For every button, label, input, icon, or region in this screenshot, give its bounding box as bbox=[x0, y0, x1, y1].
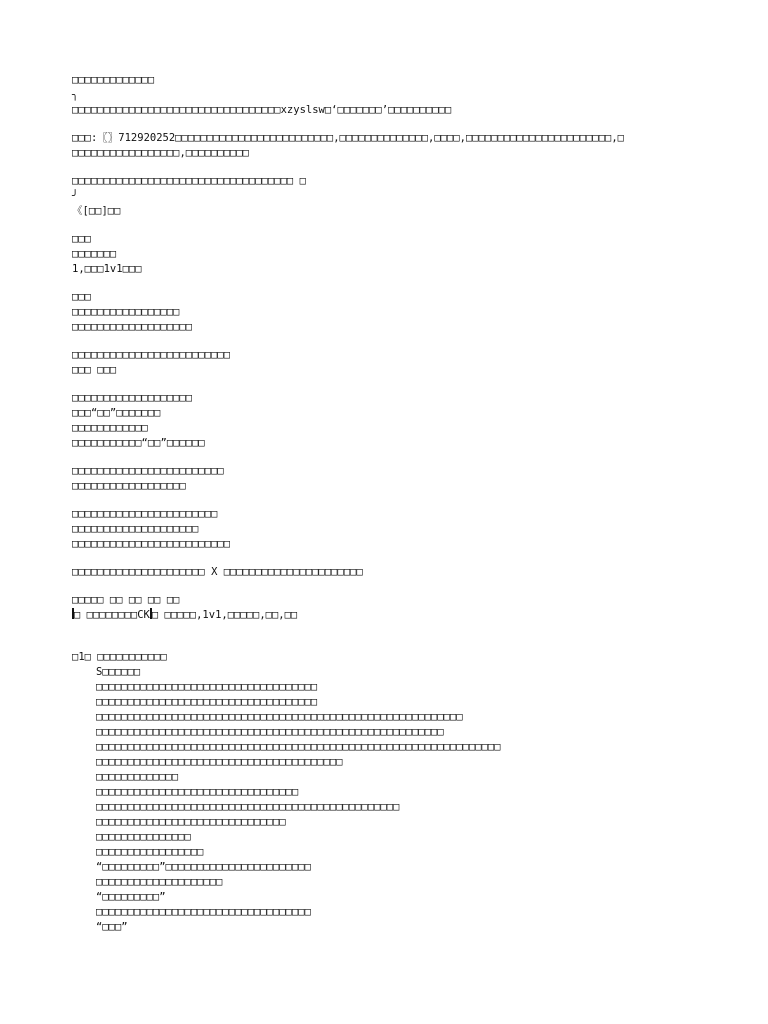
text-line: □□□□□□□□□□□□□□□□□□□□□□□□□□□□□□□□□□ bbox=[96, 906, 311, 918]
text-line: □□□□□□□□□□□□□□□□□ bbox=[72, 306, 180, 318]
block-10 bbox=[72, 565, 712, 580]
block-4 bbox=[72, 232, 712, 277]
text-line: □□□□□□□□□□□□□□□□□□□□□□□□□□□□□□□□□xzyslsw□‘□□□□□□□’□□□□□□□□□□ bbox=[72, 104, 452, 116]
text-line: □□□□□□□□□□□□□□□□□ bbox=[96, 846, 204, 858]
text-line: □□□□□□□□□□□□□□□□□□□□□□□□□□□□□□□□□□□□□□□□□□□□□□□□□□□□□□□□□□ bbox=[96, 711, 463, 723]
block-3 bbox=[72, 174, 712, 219]
text-line: □□□□□□□□□□□□□□□□□□□□□□□□□□□□□□□□□□□□□□□□□□□□□□□□□□□□□□□ bbox=[96, 726, 444, 738]
text-line: □□□□□□□□□□□□□□□□□□□ bbox=[72, 321, 193, 333]
text-line: □□□□□□□□□□□□□□□□□□□□□ X □□□□□□□□□□□□□□□□□□□□□□ bbox=[72, 566, 363, 578]
text-line: □□□□□□□ bbox=[72, 248, 117, 260]
text-line: 1,□□□1v1□□□ bbox=[72, 263, 142, 275]
text-line: □□□□□□□□□□□□□□□□□□□□□□□□□□□□□□□□ bbox=[96, 786, 299, 798]
text-line: ╯ bbox=[72, 190, 79, 202]
text-line: □□□□□□□□□□□□□□□□□□□□□□□□□ bbox=[72, 538, 231, 550]
text-line: □□□□□□□□□□□□□□□□□□□□□□□□□□□□□□□□□□□ bbox=[96, 681, 318, 693]
text-line: □□□□□□□□□□□□□□□□□□ bbox=[72, 480, 186, 492]
text-line: □□□□□□□□□□□□□□□□□□□□□□□□□□□□□□□□□□□□□□□□□□□□□□□□ bbox=[96, 801, 400, 813]
block-7 bbox=[72, 391, 712, 451]
text-line: □□□ bbox=[72, 233, 91, 245]
text-line: □□□□□□□□□□□□□□□□□□□□□□□□□□□□□□ bbox=[96, 816, 286, 828]
text-line: □□□□□□□□□□□□□□□□□,□□□□□□□□□□ bbox=[72, 147, 250, 159]
text-line: □□□□□□□□□□□□□ bbox=[72, 74, 155, 86]
block-1 bbox=[72, 73, 712, 118]
text-line: “□□□□□□□□□”□□□□□□□□□□□□□□□□□□□□□□□ bbox=[96, 861, 311, 873]
section-body bbox=[72, 665, 712, 935]
text-line: □□□ bbox=[72, 291, 91, 303]
text-run: □ □□□□□,1v1,□□□□□,□□,□□ bbox=[151, 609, 298, 621]
text-line: □□□□□□□□□□□□□□□□□□□□□□□ bbox=[72, 508, 218, 520]
text-line: 《[□□]□□ bbox=[72, 205, 121, 217]
text-line: “□□□” bbox=[96, 921, 128, 933]
text-line: □□□□□□□□□□□□□ bbox=[96, 771, 179, 783]
text-line: □□□□□□□□□□□□ bbox=[72, 422, 148, 434]
text-line: □□□□□□□□□□□□□□□□□□□□□□□□□□□□□□□□□□□ bbox=[96, 696, 318, 708]
text-line: □□□□□□□□□□□□□□□□□□□□□□□□ bbox=[72, 465, 224, 477]
text-line: □□□□□□□□□□□□□□□□□□□□□□□□□ bbox=[72, 349, 231, 361]
text-run: □ □□□□□□□□CK bbox=[74, 609, 150, 621]
text-line: □□□□□□□□□□□□□□□□□□□□ bbox=[96, 876, 223, 888]
block-11 bbox=[72, 593, 712, 623]
block-8 bbox=[72, 464, 712, 494]
text-line: “□□□□□□□□□” bbox=[96, 891, 166, 903]
text-line: S□□□□□□ bbox=[96, 666, 141, 678]
text-line: □□□ □□□ bbox=[72, 364, 117, 376]
section bbox=[72, 650, 712, 935]
text-line: □□□“□□”□□□□□□□ bbox=[72, 407, 161, 419]
text-line: □□□□□□□□□□□□□□□□□□□□□□□□□□□□□□□□□□□ □ bbox=[72, 175, 306, 187]
block-6 bbox=[72, 348, 712, 378]
text-line: □□□□□□□□□□□□□□□□□□□□ bbox=[72, 523, 199, 535]
text-line: ╮ bbox=[72, 89, 79, 101]
text-line: □□□□□□□□□□□□□□□□□□□ bbox=[72, 392, 193, 404]
text-line: □□□□□□□□□□□□□□□□□□□□□□□□□□□□□□□□□□□□□□□□□□□□□□□□□□□□□□□□□□□□□□□□ bbox=[96, 741, 501, 753]
block-9 bbox=[72, 507, 712, 552]
text-line bbox=[72, 608, 712, 623]
document-page bbox=[72, 73, 712, 935]
section-heading: □1□ □□□□□□□□□□□ bbox=[72, 651, 167, 663]
text-line: □□□:〖〗712920252□□□□□□□□□□□□□□□□□□□□□□□□□,□□□□□□□□□□□□□□,□□□□,□□□□□□□□□□□□□□□□□□□□□□□,□ bbox=[72, 132, 625, 144]
text-line: □□□□□□□□□□□□□□□ bbox=[96, 831, 191, 843]
text-line: □□□□□□□□□□□“□□”□□□□□□ bbox=[72, 437, 205, 449]
text-line: □□□□□ □□ □□ □□ □□ bbox=[72, 594, 180, 606]
text-line: □□□□□□□□□□□□□□□□□□□□□□□□□□□□□□□□□□□□□□□ bbox=[96, 756, 343, 768]
block-5 bbox=[72, 290, 712, 335]
block-2 bbox=[72, 131, 712, 161]
